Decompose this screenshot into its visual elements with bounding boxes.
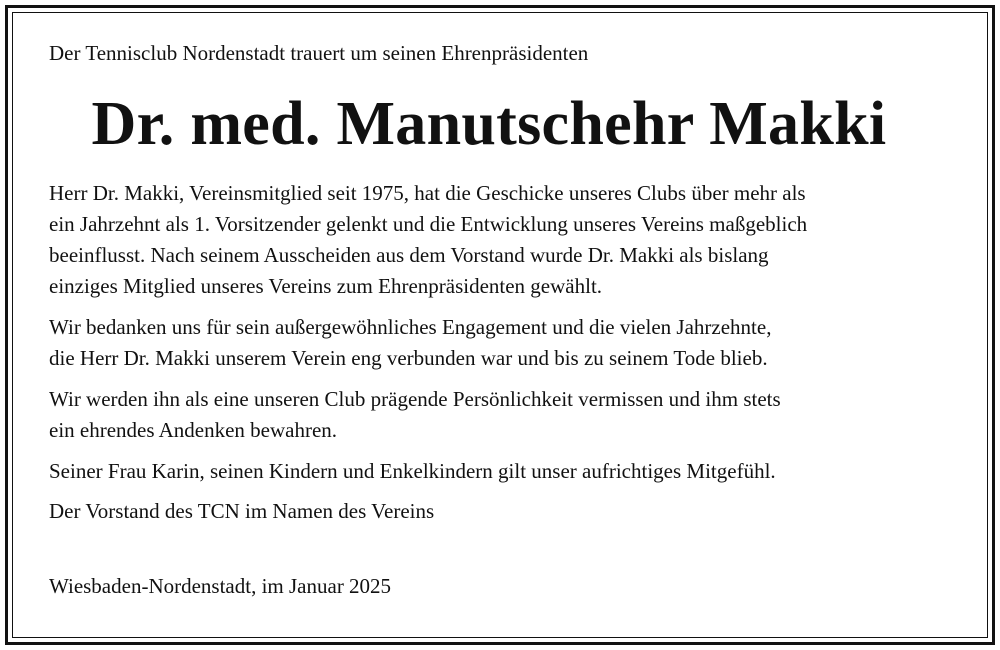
deceased-name: Dr. med. Manutschehr Makki bbox=[91, 90, 887, 158]
paragraph-membership bbox=[49, 178, 929, 302]
text-line: Wir werden ihn als eine unseren Club prägende Persönlichkeit vermissen und ihm stets bbox=[49, 387, 781, 411]
text-line: die Herr Dr. Makki unserem Verein eng verbunden war und bis zu seinem Tode blieb. bbox=[49, 346, 768, 370]
paragraph-condolences bbox=[49, 456, 929, 487]
obituary-notice bbox=[49, 38, 929, 602]
place-date-line: Wiesbaden-Nordenstadt, im Januar 2025 bbox=[49, 574, 392, 598]
paragraph-thanks bbox=[49, 312, 929, 374]
intro-line: Der Tennisclub Nordenstadt trauert um seinen Ehrenpräsidenten bbox=[49, 41, 589, 65]
text-line: Wir bedanken uns für sein außergewöhnliches Engagement und die vielen Jahrzehnte, bbox=[49, 315, 772, 339]
text-line: Seiner Frau Karin, seinen Kindern und Enkelkindern gilt unser aufrichtiges Mitgefühl. bbox=[49, 459, 776, 483]
paragraph-remembrance bbox=[49, 384, 929, 446]
text-line: ein Jahrzehnt als 1. Vorsitzender gelenkt und die Entwicklung unseres Vereins maßgeblich bbox=[49, 212, 808, 236]
text-line: einziges Mitglied unseres Vereins zum Ehrenpräsidenten gewählt. bbox=[49, 274, 603, 298]
signature-line: Der Vorstand des TCN im Namen des Vereins bbox=[49, 499, 435, 523]
text-line: Herr Dr. Makki, Vereinsmitglied seit 1975, hat die Geschicke unseres Clubs über mehr als bbox=[49, 181, 806, 205]
text-line: ein ehrendes Andenken bewahren. bbox=[49, 418, 338, 442]
text-line: beeinflusst. Nach seinem Ausscheiden aus dem Vorstand wurde Dr. Makki als bislang bbox=[49, 243, 769, 267]
